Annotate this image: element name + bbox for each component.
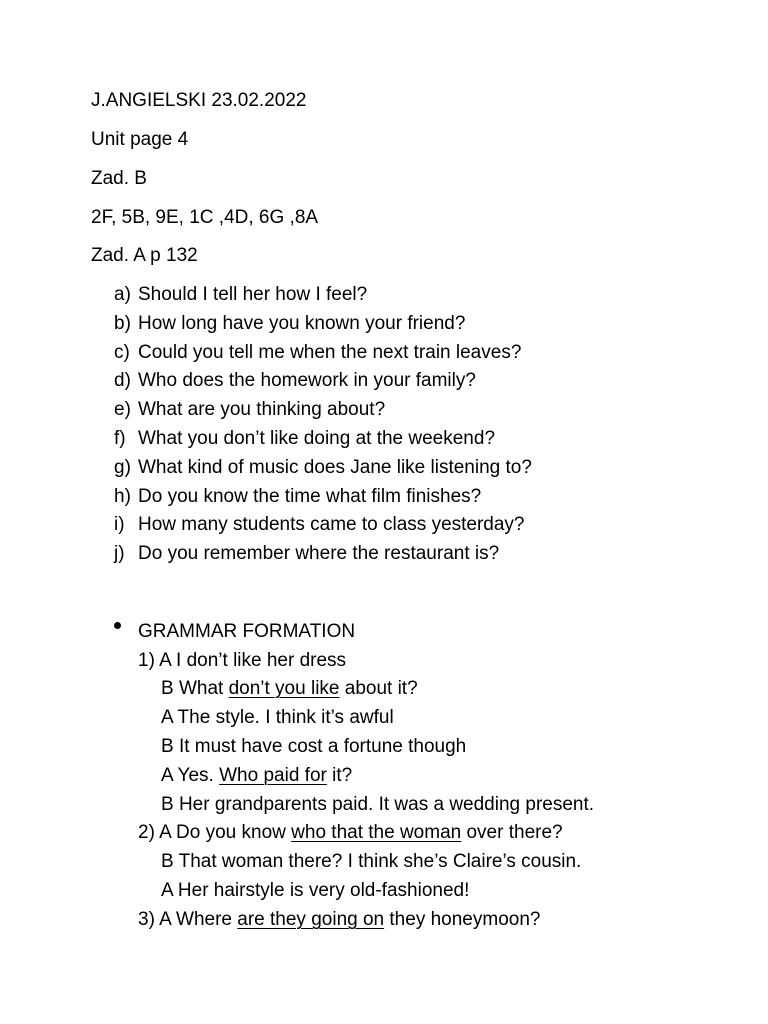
dialogue-text: B What	[161, 678, 229, 699]
question-label: j)	[114, 543, 125, 564]
question-text: Should I tell her how I feel?	[138, 284, 368, 305]
dialogue-line: B It must have cost a fortune though	[161, 736, 467, 757]
dialogue-line	[161, 766, 352, 785]
dialogue-text: A Yes.	[161, 765, 220, 786]
dialogue-line: B Her grandparents paid. It was a wedding present.	[161, 794, 595, 815]
question-text: What are you thinking about?	[138, 399, 386, 420]
dialogue-line	[138, 910, 540, 929]
task-a-heading: Zad. A p 132	[91, 245, 198, 266]
dialogue-line: A Her hairstyle is very old-fashioned!	[161, 880, 470, 901]
question-label: g)	[114, 457, 131, 478]
question-label: e)	[114, 399, 131, 420]
question-label: i)	[114, 514, 125, 535]
question-label: f)	[114, 428, 126, 449]
question-label: h)	[114, 486, 131, 507]
underlined-answer: don’t you like	[228, 678, 340, 699]
question-text: How many students came to class yesterday?	[138, 514, 525, 535]
dialogue-line	[161, 679, 418, 698]
question-text: How long have you known your friend?	[138, 313, 466, 334]
dialogue-line	[138, 823, 563, 842]
dialogue-text: it?	[326, 765, 353, 786]
dialogue-line: B That woman there? I think she’s Claire’s cousin.	[161, 851, 582, 872]
question-text: What you don’t like doing at the weekend?	[138, 428, 496, 449]
dialogue-text: they honeymoon?	[384, 909, 541, 930]
question-text: Do you remember where the restaurant is?	[138, 543, 500, 564]
question-text: What kind of music does Jane like listening to?	[138, 457, 532, 478]
dialogue-text: 3) A Where	[138, 909, 238, 930]
dialogue-line: 1) A I don’t like her dress	[138, 650, 347, 671]
question-label: d)	[114, 370, 131, 391]
grammar-heading: GRAMMAR FORMATION	[138, 621, 356, 642]
question-text: Do you know the time what film finishes?	[138, 486, 482, 507]
document-title: J.ANGIELSKI 23.02.2022	[91, 90, 307, 111]
question-text: Who does the homework in your family?	[138, 370, 476, 391]
dialogue-text: over there?	[461, 822, 563, 843]
task-b-heading: Zad. B	[91, 168, 147, 189]
dialogue-line: A The style. I think it’s awful	[161, 707, 394, 728]
question-label: c)	[114, 342, 130, 363]
question-label: a)	[114, 284, 131, 305]
bullet-icon	[114, 622, 121, 629]
dialogue-text: 2) A Do you know	[138, 822, 292, 843]
question-text: Could you tell me when the next train leaves?	[138, 342, 522, 363]
task-b-answers: 2F, 5B, 9E, 1C ,4D, 6G ,8A	[91, 207, 319, 228]
dialogue-text: about it?	[339, 678, 418, 699]
question-label: b)	[114, 313, 131, 334]
underlined-answer: Who paid for	[219, 765, 327, 786]
underlined-answer: are they going on	[237, 909, 385, 930]
unit-line: Unit page 4	[91, 129, 189, 150]
underlined-answer: who that the woman	[291, 822, 462, 843]
